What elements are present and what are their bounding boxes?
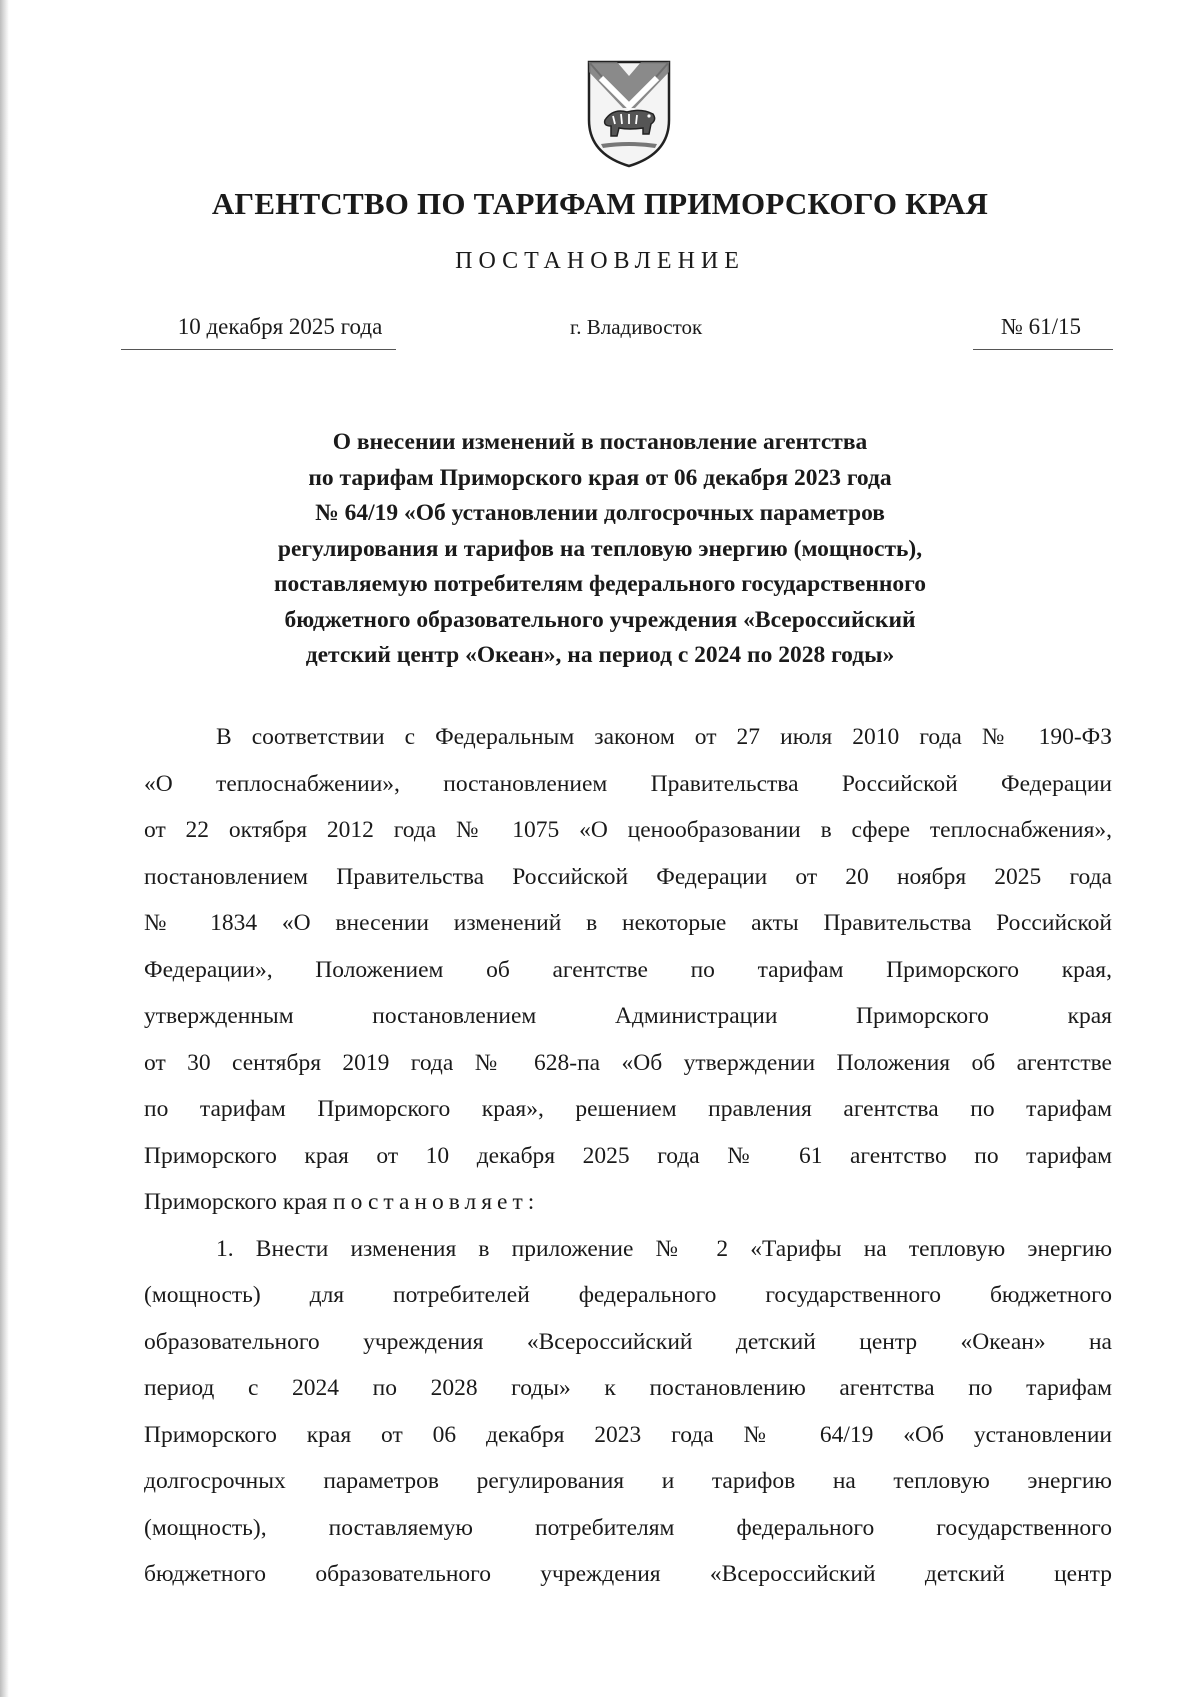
title-line: № 64/19 «Об установлении долгосрочных параметров xyxy=(315,500,885,526)
item-1-line: (мощность), поставляемую потребителям федерального государственного xyxy=(144,1514,1112,1541)
preamble-line: «О теплоснабжении», постановлением Правительства Российской Федерации xyxy=(144,770,1112,797)
preamble-line: от 22 октября 2012 года № 1075 «О ценообразовании в сфере теплоснабжения», xyxy=(144,817,1112,843)
preamble-line: В соответствии с Федеральным законом от 27 июля 2010 года № 190-ФЗ xyxy=(216,724,1112,750)
item-1-line: (мощность) для потребителей федерального государственного бюджетного xyxy=(144,1282,1112,1308)
title-line: детский центр «Океан», на период с 2024 по 2028 годы» xyxy=(305,642,895,668)
title-line: бюджетного образовательного учреждения «Всероссийский xyxy=(284,606,916,633)
title-line: регулирования и тарифов на тепловую энергию (мощность), xyxy=(277,535,923,562)
document-number: № 61/15 xyxy=(1000,314,1082,339)
document-date: 10 декабря 2025 года xyxy=(177,314,383,339)
preamble-line: Приморского края от 10 декабря 2025 года № 61 агентство по тарифам xyxy=(144,1142,1112,1169)
document-city: г. Владивосток xyxy=(570,315,703,339)
preamble-line: по тарифам Приморского края», решением правления агентства по тарифам xyxy=(144,1096,1112,1122)
title-line: О внесении изменений в постановление агентства xyxy=(332,429,868,455)
agency-name: АГЕНТСТВО ПО ТАРИФАМ ПРИМОРСКОГО КРАЯ xyxy=(211,186,989,221)
number-underline xyxy=(973,349,1113,350)
item-1-line: 1. Внести изменения в приложение № 2 «Тарифы на тепловую энергию xyxy=(216,1235,1112,1262)
resolves-word: постановляет: xyxy=(333,1189,540,1215)
item-1-line: образовательного учреждения «Всероссийский детский центр «Океан» на xyxy=(144,1328,1112,1355)
preamble-line: № 1834 «О внесении изменений в некоторые акты Правительства Российской xyxy=(144,910,1112,936)
item-1-line: долгосрочных параметров регулирования и тарифов на тепловую энергию xyxy=(144,1468,1112,1494)
item-1-line: бюджетного образовательного учреждения «Всероссийский детский центр xyxy=(144,1561,1112,1587)
preamble-last-line xyxy=(144,1179,1112,1226)
document-type: ПОСТАНОВЛЕНИЕ xyxy=(455,248,745,274)
item-1-line: период с 2024 по 2028 годы» к постановлению агентства по тарифам xyxy=(144,1375,1112,1401)
document-body xyxy=(144,714,1112,1598)
preamble-line-end: Приморского края xyxy=(144,1189,328,1215)
date-underline xyxy=(121,349,396,350)
preamble-line: Федерации», Положением об агентстве по тарифам Приморского края, xyxy=(144,956,1112,983)
preamble-line: постановлением Правительства Российской Федерации от 20 ноября 2025 года xyxy=(144,863,1112,890)
document-title xyxy=(170,425,1030,674)
coat-of-arms-icon xyxy=(583,58,675,170)
item-1-line: Приморского края от 06 декабря 2023 года № 64/19 «Об установлении xyxy=(144,1421,1112,1448)
preamble-line: утвержденным постановлением Администрации Приморского края xyxy=(144,1003,1112,1029)
title-line: по тарифам Приморского края от 06 декабря 2023 года xyxy=(308,464,892,491)
preamble-line: от 30 сентября 2019 года № 628-па «Об утверждении Положения об агентстве xyxy=(144,1049,1112,1076)
title-line: поставляемую потребителям федерального государственного xyxy=(274,571,926,597)
